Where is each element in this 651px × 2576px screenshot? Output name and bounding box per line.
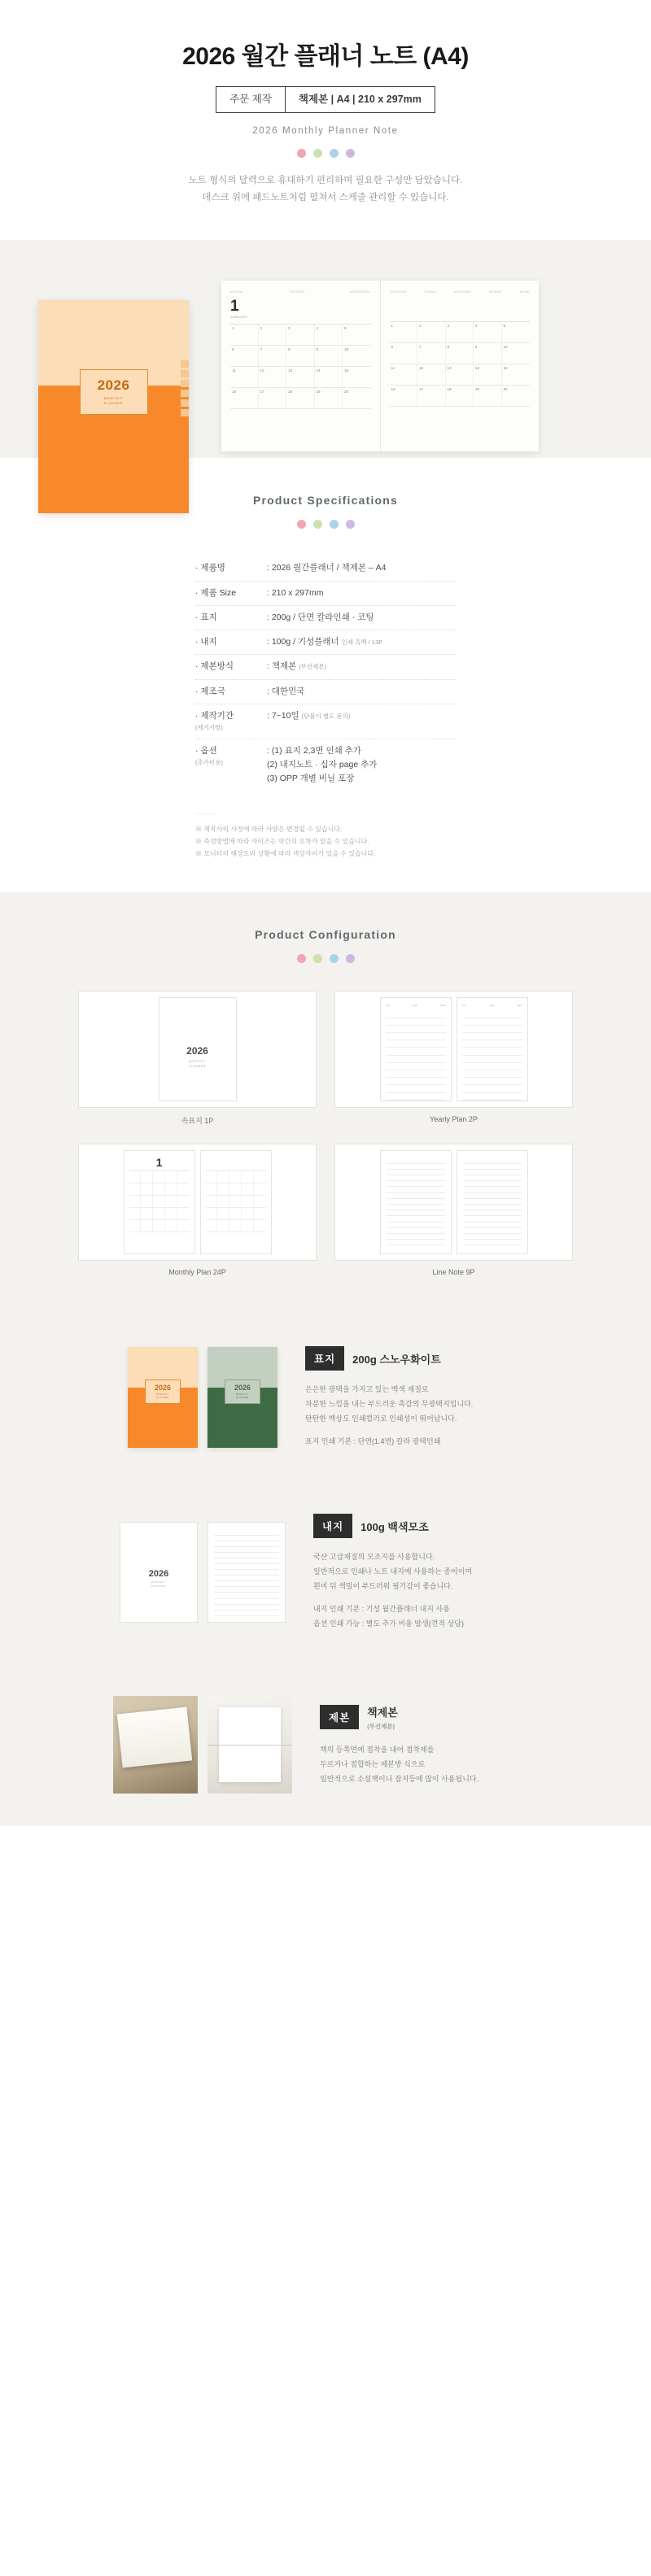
feature-binding-body bbox=[320, 1742, 538, 1786]
calendar-month-number: 1 JANUARY bbox=[230, 299, 371, 319]
spec-bar-binding-size: 책제본 | A4 | 210 x 297mm bbox=[285, 87, 435, 112]
dot-icon bbox=[313, 954, 322, 963]
configuration-dots bbox=[0, 954, 651, 963]
config-item-title-page bbox=[78, 991, 317, 1126]
body-line: 두르거나 접합하는 제본방 식으로 bbox=[320, 1759, 426, 1768]
feature-paper-body bbox=[313, 1550, 531, 1631]
note-line: ※ 모니터의 해상도와 상황에 따라 색상자이가 있을 수 있습니다. bbox=[195, 850, 376, 858]
line-note-page-left bbox=[380, 1150, 452, 1254]
body-line: 탄탄한 백상도 인쇄컬러로 인쇄성이 뛰어납니다. bbox=[305, 1414, 457, 1423]
spec-value: : 대한민국 bbox=[267, 686, 305, 696]
page-tabs-icon bbox=[181, 360, 189, 419]
body-line: 책의 등쪽면에 접착을 내어 접착제를 bbox=[320, 1745, 435, 1754]
calendar-cell: 14 bbox=[315, 367, 343, 388]
inner-title-page bbox=[120, 1522, 198, 1623]
calendar-cell: 12 bbox=[259, 367, 287, 388]
inner-lined-page bbox=[208, 1522, 286, 1623]
cover-label bbox=[145, 1380, 181, 1404]
feature-cover-head bbox=[305, 1346, 523, 1371]
spec-value: : 200g / 단면 칼라인쇄 · 코팅 bbox=[267, 612, 374, 622]
description-line-1: 노트 형식의 달력으로 휴대하기 편리하며 필요한 구성만 담았습니다. bbox=[188, 175, 463, 185]
spec-value: : 책제본 (무선제본) bbox=[267, 661, 327, 672]
body-line: 흰미 뒤 색밀이 부드러워 필기감이 좋습니다. bbox=[313, 1582, 453, 1591]
calendar-cell: 4 bbox=[474, 322, 502, 343]
feature-badge: 제본 bbox=[320, 1705, 359, 1729]
title-page-subtitle: MONTHLY PLANNER bbox=[188, 1060, 207, 1068]
spec-option-2: (2) 내지노트 · 십자 page 추가 bbox=[267, 760, 378, 770]
config-item-yearly-plan bbox=[334, 991, 573, 1126]
title-page-sheet bbox=[159, 997, 237, 1101]
yearly-header: JAN FEB MAR bbox=[385, 1004, 446, 1008]
spec-value: : 100g / 기성플래너 인쇄 흑백 / 13P bbox=[267, 637, 383, 647]
cover-subtitle: MONTHLY PLANNER bbox=[236, 1393, 249, 1399]
dot-icon bbox=[346, 520, 355, 529]
page-title: 2026 월간 플래너 노트 (A4) bbox=[182, 43, 469, 70]
calendar-cell: 8 bbox=[446, 343, 474, 364]
calendar-cell: 5 bbox=[343, 325, 371, 346]
calendar-cell: 19 bbox=[315, 388, 343, 409]
calendar-cell: 15 bbox=[343, 367, 371, 388]
specifications-dots bbox=[0, 520, 651, 529]
feature-cover-body bbox=[305, 1382, 523, 1449]
binding-photo-stack bbox=[113, 1696, 198, 1794]
weekday-label: TUESDAY bbox=[289, 290, 305, 294]
configuration-section bbox=[0, 892, 651, 1314]
calendar-right-headers bbox=[390, 290, 531, 294]
calendar-cell: 20 bbox=[502, 386, 531, 407]
spec-value: : 7~10일 (단품이 별도 문의) bbox=[267, 711, 351, 721]
feature-title: 200g 스노우화이트 bbox=[352, 1353, 441, 1366]
feature-cover-section bbox=[0, 1314, 651, 1481]
dot-icon bbox=[330, 149, 339, 158]
calendar-month-english: JANUARY bbox=[230, 315, 249, 320]
monthly-grid bbox=[129, 1170, 190, 1232]
cover-image bbox=[38, 300, 189, 513]
spec-row bbox=[195, 680, 456, 704]
yearly-page-left bbox=[380, 997, 452, 1101]
specifications-section bbox=[0, 458, 651, 892]
body-line: 일반적으로 인쇄나 노트 내지에 사용하는 종이이며 bbox=[313, 1567, 473, 1576]
body-line: 내지 인쇄 기본 : 기성 월간플래너 내지 사용 bbox=[313, 1605, 450, 1614]
weekday-label: THURSDAY bbox=[389, 290, 408, 294]
configuration-grid bbox=[78, 991, 573, 1276]
body-line: 은은한 광택을 가지고 있는 백색 재질로 bbox=[305, 1385, 429, 1394]
yearly-spread bbox=[380, 997, 528, 1101]
feature-title: 100g 백색모조 bbox=[360, 1520, 429, 1533]
body-line: 차분한 느낌을 내는 부드러운 촉감의 무광택지입니다. bbox=[305, 1400, 474, 1409]
binding-photo-open-book bbox=[208, 1696, 292, 1794]
line-note-spread bbox=[380, 1150, 528, 1254]
feature-binding-text bbox=[320, 1704, 538, 1786]
spec-key: · 내지 bbox=[195, 637, 217, 647]
config-caption: Yearly Plan 2P bbox=[430, 1115, 478, 1124]
spec-key: · 제조국 bbox=[195, 686, 225, 696]
feature-cover-visual bbox=[128, 1347, 277, 1448]
configuration-title: Product Configuration bbox=[255, 928, 396, 942]
calendar-left-headers bbox=[230, 290, 371, 294]
calendar-cell: 2 bbox=[259, 325, 287, 346]
calendar-cell: 6 bbox=[390, 343, 418, 364]
calendar-cell: 18 bbox=[286, 388, 315, 409]
calendar-cell: 7 bbox=[417, 343, 446, 364]
calendar-cell: 4 bbox=[315, 325, 343, 346]
dot-icon bbox=[346, 149, 355, 158]
config-preview bbox=[334, 1144, 573, 1261]
feature-badge: 표지 bbox=[305, 1346, 344, 1371]
calendar-cell: 13 bbox=[446, 364, 474, 386]
spec-key-sub: (제기사항) bbox=[195, 724, 223, 732]
subtitle-english: 2026 Monthly Planner Note bbox=[252, 125, 399, 136]
calendar-spread-image bbox=[221, 281, 539, 451]
weekday-label: FRIDAY bbox=[424, 290, 437, 294]
spec-value-sub: (단품이 별도 문의) bbox=[301, 713, 351, 721]
calendar-cell: 8 bbox=[286, 346, 315, 367]
monthly-spread bbox=[124, 1150, 272, 1254]
specifications-title: Product Specifications bbox=[252, 494, 399, 508]
note-line: ※ 측정방법에 따라 사이즈는 약간의 오차가 있을 수 있습니다. bbox=[195, 838, 369, 846]
feature-title: 책제본 (무선제본) bbox=[367, 1706, 398, 1730]
title-page-year: 2026 bbox=[186, 1045, 208, 1057]
dot-icon bbox=[297, 520, 306, 529]
weekday-label: SATURDAY bbox=[454, 290, 472, 294]
spec-value: : 2026 월간플래너 / 책제본 – A4 bbox=[267, 563, 387, 573]
spec-key: · 제본방식 bbox=[195, 661, 234, 672]
weekday-label: MONDAY bbox=[230, 290, 245, 294]
spec-row bbox=[195, 606, 456, 630]
calendar-cell: 11 bbox=[230, 367, 259, 388]
calendar-cell: 1 bbox=[390, 322, 418, 343]
calendar-cell: 17 bbox=[259, 388, 287, 409]
weekday-label: WEDNESDAY bbox=[350, 290, 371, 294]
config-preview bbox=[78, 991, 317, 1108]
spec-value: : 210 x 297mm bbox=[267, 587, 324, 598]
memo-label: MEMO bbox=[519, 290, 530, 294]
cover-variant-orange bbox=[128, 1347, 198, 1448]
calendar-cell: 1 bbox=[230, 325, 259, 346]
config-preview bbox=[334, 991, 573, 1108]
spec-option-1: : (1) 표지 2,3면 인쇄 추가 bbox=[267, 745, 361, 756]
spec-row bbox=[195, 704, 456, 739]
feature-binding-head bbox=[320, 1704, 538, 1731]
calendar-cell: 3 bbox=[286, 325, 315, 346]
spec-value-sub: (무선제본) bbox=[299, 663, 327, 671]
config-caption: Monthly Plan 24P bbox=[168, 1268, 226, 1277]
calendar-cell: 13 bbox=[286, 367, 315, 388]
calendar-cell: 20 bbox=[343, 388, 371, 409]
monthly-page-left bbox=[124, 1150, 195, 1254]
calendar-page-left bbox=[221, 281, 380, 451]
dot-icon bbox=[297, 149, 306, 158]
line-rows bbox=[387, 1157, 445, 1245]
feature-paper-head bbox=[313, 1514, 531, 1538]
config-item-monthly-plan bbox=[78, 1144, 317, 1276]
specifications-list bbox=[195, 556, 456, 787]
calendar-cell: 16 bbox=[230, 388, 259, 409]
feature-paper-section bbox=[0, 1481, 651, 1663]
monthly-grid bbox=[206, 1170, 266, 1232]
yearly-rows bbox=[386, 1010, 446, 1100]
body-line: 국산 고급재질의 모조지를 사용합니다. bbox=[313, 1553, 435, 1562]
calendar-cell: 18 bbox=[446, 386, 474, 407]
spec-row bbox=[195, 739, 456, 787]
dot-icon bbox=[297, 954, 306, 963]
calendar-cell: 3 bbox=[446, 322, 474, 343]
spec-bar bbox=[216, 86, 435, 113]
header-dots bbox=[0, 149, 651, 158]
dot-icon bbox=[330, 954, 339, 963]
spec-key: · 옵션 (추가비용) bbox=[195, 744, 267, 787]
yearly-page-right bbox=[457, 997, 528, 1101]
feature-paper-text bbox=[313, 1514, 531, 1631]
specifications-notes bbox=[195, 808, 456, 861]
calendar-grid-right bbox=[390, 321, 531, 407]
spec-value bbox=[267, 744, 456, 787]
body-line: 옵션 인쇄 가능 : 별도 추가 비용 발생(견적 상담) bbox=[313, 1619, 464, 1628]
calendar-cell: 12 bbox=[417, 364, 446, 386]
dot-icon bbox=[313, 520, 322, 529]
feature-cover-text bbox=[305, 1346, 523, 1449]
dot-icon bbox=[346, 954, 355, 963]
header-section bbox=[0, 0, 651, 240]
cover-variant-green bbox=[208, 1347, 277, 1448]
yearly-header: JUL AUG SEP bbox=[461, 1004, 522, 1008]
calendar-cell: 11 bbox=[390, 364, 418, 386]
cover-label bbox=[225, 1380, 260, 1404]
line-rows bbox=[463, 1157, 522, 1245]
dot-icon bbox=[330, 520, 339, 529]
cover-year: 2026 bbox=[154, 1384, 172, 1393]
feature-title-sub: (무선제본) bbox=[367, 1722, 395, 1730]
feature-paper-visual bbox=[120, 1522, 286, 1623]
calendar-page-right bbox=[380, 281, 540, 451]
dot-icon bbox=[313, 149, 322, 158]
line-note-page-right bbox=[457, 1150, 528, 1254]
spec-row bbox=[195, 582, 456, 606]
yearly-rows bbox=[462, 1010, 522, 1100]
note-line: ※ 제작사의 사정에 따라 사양은 변경될 수 있습니다. bbox=[195, 825, 343, 833]
calendar-cell: 9 bbox=[315, 346, 343, 367]
spec-row bbox=[195, 630, 456, 655]
header-description bbox=[0, 172, 651, 208]
calendar-cell: 2 bbox=[417, 322, 446, 343]
monthly-page-right bbox=[200, 1150, 272, 1254]
spec-option-3: (3) OPP 개별 비닐 포장 bbox=[267, 774, 355, 784]
spec-key-sub: (추가비용) bbox=[195, 759, 223, 767]
calendar-cell: 9 bbox=[474, 343, 502, 364]
spec-row bbox=[195, 655, 456, 679]
body-line: 표지 인쇄 기본 : 단면(1.4면) 칼라 광택인쇄 bbox=[305, 1437, 441, 1446]
inner-page-subtitle: MONTHLY PLANNER bbox=[151, 1580, 167, 1589]
calendar-cell: 15 bbox=[502, 364, 531, 386]
spec-row bbox=[195, 556, 456, 581]
spec-key: · 제품명 bbox=[195, 563, 225, 573]
spec-bar-made-to-order: 주문 제작 bbox=[229, 94, 272, 105]
spec-value-sub: 인쇄 흑백 / 13P bbox=[341, 639, 383, 647]
notes-separator: ······· bbox=[195, 809, 216, 817]
config-preview bbox=[78, 1144, 317, 1261]
cover-subtitle: MONTHLY PLANNER bbox=[103, 397, 124, 405]
cover-label bbox=[80, 369, 148, 415]
calendar-cell: 16 bbox=[390, 386, 418, 407]
cover-year: 2026 bbox=[234, 1384, 251, 1393]
calendar-cell: 10 bbox=[502, 343, 531, 364]
spec-key: · 표지 bbox=[195, 612, 217, 622]
spec-key: · 제작기간 (제기사항) bbox=[195, 709, 267, 734]
calendar-cell: 5 bbox=[502, 322, 531, 343]
hero-section bbox=[0, 240, 651, 458]
feature-binding-visual bbox=[113, 1696, 292, 1794]
weekday-label: SUNDAY bbox=[488, 290, 503, 294]
inner-page-year: 2026 bbox=[148, 1568, 169, 1579]
calendar-cell: 19 bbox=[474, 386, 502, 407]
feature-badge: 내지 bbox=[313, 1514, 352, 1538]
calendar-cell: 6 bbox=[230, 346, 259, 367]
body-line: 일반적으로 소설책이나 잡지등에 많이 사용됩니다. bbox=[320, 1774, 479, 1783]
config-caption: Line Note 9P bbox=[432, 1268, 475, 1277]
description-line-2: 데스크 위에 패드노트처럼 펼쳐서 스케줄 관리할 수 있습니다. bbox=[202, 193, 449, 203]
monthly-month-number: 1 bbox=[155, 1156, 163, 1170]
cover-year: 2026 bbox=[97, 377, 130, 394]
calendar-cell: 17 bbox=[417, 386, 446, 407]
calendar-cell: 10 bbox=[343, 346, 371, 367]
config-item-line-note bbox=[334, 1144, 573, 1276]
spec-key: · 제품 Size bbox=[195, 587, 237, 598]
calendar-cell: 7 bbox=[259, 346, 287, 367]
config-caption: 속표지 1P bbox=[181, 1117, 214, 1126]
feature-binding-section bbox=[0, 1663, 651, 1826]
calendar-cell: 14 bbox=[474, 364, 502, 386]
cover-subtitle: MONTHLY PLANNER bbox=[156, 1393, 169, 1399]
calendar-grid-left bbox=[230, 324, 371, 409]
